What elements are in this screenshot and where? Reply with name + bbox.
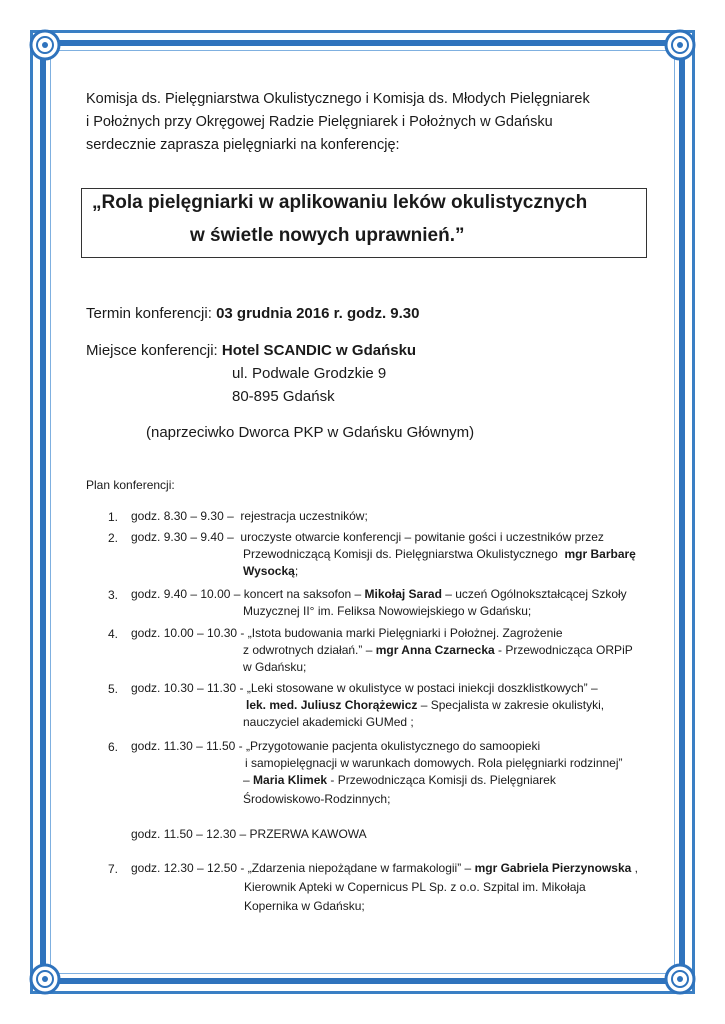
item-text: – <box>243 773 250 787</box>
plan-heading: Plan konferencji: <box>86 478 175 492</box>
item-time: godz. 11.30 – 11.50 - <box>131 739 243 753</box>
item-continuation: w Gdańsku; <box>243 660 307 674</box>
speaker-name: Wysocką <box>243 564 295 578</box>
item-text: – Specjalista w zakresie okulistyki, <box>417 698 605 712</box>
corner-ornament-icon <box>663 28 697 62</box>
item-time: godz. 9.30 – 9.40 – <box>131 530 234 544</box>
item-text: rejestracja uczestników; <box>240 509 368 523</box>
item-number: 4. <box>108 627 119 641</box>
intro-line: Komisja ds. Pielęgniarstwa Okulistycznego i Komisja ds. Młodych Pielęgniarek <box>86 91 590 107</box>
speaker-name: mgr Gabriela Pierzynowska <box>474 861 632 875</box>
list-item <box>131 858 638 878</box>
item-continuation <box>243 770 556 790</box>
address-street: ul. Podwale Grodzkie 9 <box>232 365 387 382</box>
item-text: z odwrotnych działań.” – <box>243 643 373 657</box>
speaker-name: lek. med. Juliusz Chorążewicz <box>246 698 418 712</box>
item-text: Przewodniczącą Komisji ds. Pielęgniarstwa Okulistycznego <box>243 547 558 561</box>
list-item <box>131 506 368 526</box>
conference-place <box>86 342 416 359</box>
corner-ornament-icon <box>28 28 62 62</box>
speaker-name: Maria Klimek <box>253 773 328 787</box>
item-text: – uczeń Ogólnokształcącej Szkoły <box>445 587 627 601</box>
item-continuation <box>243 544 636 564</box>
date-label: Termin konferencji: <box>86 305 217 322</box>
intro-line: i Położnych przy Okręgowej Radzie Pielęgniarek i Położnych w Gdańsku <box>86 114 553 130</box>
item-text: ; <box>294 564 299 578</box>
item-time: godz. 10.00 – 10.30 - <box>131 626 245 640</box>
speaker-name: Mikołaj Sarad <box>364 587 442 601</box>
coffee-break: godz. 11.50 – 12.30 – PRZERWA KAWOWA <box>131 827 367 841</box>
speaker-name: mgr Anna Czarnecka <box>375 643 495 657</box>
item-text: „Zdarzenia niepożądane w farmakologii” – <box>247 861 472 875</box>
item-number: 5. <box>108 682 119 696</box>
item-number: 1. <box>108 510 119 524</box>
item-time: godz. 9.40 – 10.00 – <box>131 587 241 601</box>
item-time: godz. 12.30 – 12.50 - <box>131 861 245 875</box>
item-continuation: i samopielęgnacji w warunkach domowych. Rola pielęgniarki rodzinnej” <box>245 756 623 770</box>
corner-ornament-icon <box>663 962 697 996</box>
item-number: 2. <box>108 531 119 545</box>
address-city: 80-895 Gdańsk <box>232 388 335 405</box>
item-text: - Przewodnicząca ORPiP <box>494 643 633 657</box>
item-text: - Przewodnicząca Komisji ds. Pielęgniarek <box>327 773 556 787</box>
item-time: godz. 8.30 – 9.30 – <box>131 509 234 523</box>
item-continuation: Kopernika w Gdańsku; <box>244 899 365 913</box>
conference-title-line: w świetle nowych uprawnień.” <box>190 225 465 246</box>
item-text: „Istota budowania marki Pielęgniarki i Położnej. Zagrożenie <box>247 626 563 640</box>
conference-title-line: „Rola pielęgniarki w aplikowaniu leków okulistycznych <box>92 192 588 213</box>
item-text: uroczyste otwarcie konferencji – powitanie gości i uczestników przez <box>240 530 604 544</box>
item-text: koncert na saksofon – <box>243 587 362 601</box>
intro-line: serdecznie zaprasza pielęgniarki na konferencję: <box>86 137 400 153</box>
item-number: 6. <box>108 740 119 754</box>
item-number: 3. <box>108 588 119 602</box>
speaker-name: mgr Barbarę <box>564 547 636 561</box>
intro-text <box>86 88 646 157</box>
item-text: , <box>631 861 638 875</box>
date-value: 03 grudnia 2016 r. godz. 9.30 <box>216 305 420 322</box>
place-value: Hotel SCANDIC w Gdańsku <box>221 342 417 359</box>
place-label: Miejsce konferencji: <box>86 342 222 359</box>
item-time: godz. 10.30 – 11.30 - <box>131 681 244 695</box>
item-continuation: Kierownik Apteki w Copernicus PL Sp. z o.o. Szpital im. Mikołaja <box>244 880 586 894</box>
item-continuation: nauczyciel akademicki GUMed ; <box>243 715 414 729</box>
item-continuation <box>243 561 298 581</box>
item-text: „Leki stosowane w okulistyce w postaci iniekcji doszklistkowych” – <box>246 681 598 695</box>
item-continuation: Muzycznej II° im. Feliksa Nowowiejskiego w Gdańsku; <box>243 604 532 618</box>
conference-date <box>86 305 419 322</box>
item-text: „Przygotowanie pacjenta okulistycznego do samoopieki <box>245 739 541 753</box>
item-continuation: Środowiskowo-Rodzinnych; <box>243 792 391 806</box>
item-number: 7. <box>108 862 119 876</box>
corner-ornament-icon <box>28 962 62 996</box>
address-note: (naprzeciwko Dworca PKP w Gdańsku Głównym) <box>146 424 475 441</box>
